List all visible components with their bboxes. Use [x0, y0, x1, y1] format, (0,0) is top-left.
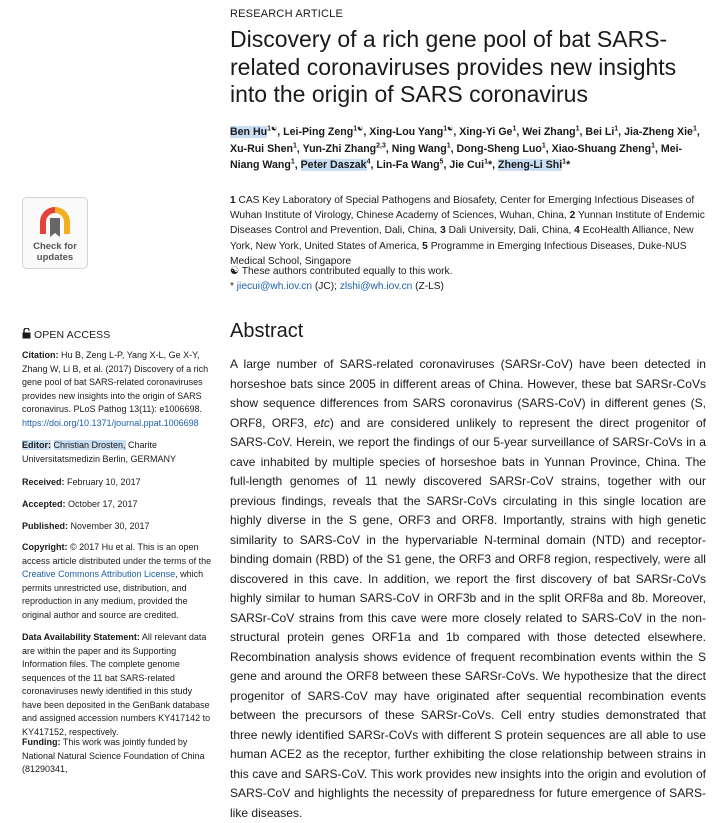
- author-name[interactable]: Bei Li$^1$: [585, 125, 619, 138]
- author-name[interactable]: Peter Daszak$^4$: [300, 158, 371, 172]
- author-notes: [230, 265, 452, 294]
- data-availability-block: Data Availability Statement: All relevant data are within the paper and its Supporting Information files. The complete genome sequences of the 11 bat SARS-related coronaviruses newly identified in this study have been deposited in the GenBank database and assigned accession numbers KY417142 to KY417152, respectively.: [22, 632, 211, 737]
- citation-block: Citation: Hu B, Zeng L-P, Yang X-L, Ge X-Y, Zhang W, Li B, et al. (2017) Discovery of a rich gene pool of bat SARS-related coronaviruses provides new insights into the origin of SARS coronavirus. PLoS Pathog 13(11): e1006698. https://doi.org/10.1371/journal.ppat.1006698: [22, 350, 209, 428]
- affiliation-text: Yunnan Institute of Endemic Diseases Control and Prevention, Dali, China,: [230, 210, 705, 237]
- corresponding-authors: * jiecui@wh.iov.cn (JC); zlshi@wh.iov.cn (Z-LS): [230, 280, 444, 292]
- affiliation-text: Programme in Emerging Infectious Diseases, Duke-NUS Medical School, Singapore: [230, 240, 687, 267]
- accepted-date: Accepted: October 17, 2017: [22, 499, 138, 509]
- affiliation-number: 3: [440, 225, 446, 237]
- author-name[interactable]: Ben $Hu^{1☯}$: [230, 125, 278, 138]
- author-list: Ben $Hu^{1☯}$, Lei-Ping Zeng$^{1☯}$, Xing-Lou Yang$^{1☯}$, Xing-Yi Ge$^1$, Wei Zhang$^1$, Bei Li$^1$, Jia-Zheng Xie$^1$, Xu-Rui Shen$^1$, Yun-Zhi Zhang$^{2,3}$, Ning Wang$^1$, Dong-Sheng Luo$^1$, Xiao-Shuang Zheng$^1$, Mei-Niang Wang$^1$, Peter Daszak$^4$, Lin-Fa Wang$^5$, Jie Cui$^1$*, Zheng-Li Shi$^1$*: [230, 125, 700, 172]
- check-for-updates-badge[interactable]: [22, 197, 88, 269]
- copyright-block: Copyright: © 2017 Hu et al. This is an open access article distributed under the terms of the Creative Commons Attribution License, which permits unrestricted use, distribution, and reproduction in any medium, provided the original author and source are credited.: [22, 542, 212, 620]
- author-name[interactable]: Wei Zhang$^1$: [522, 125, 580, 138]
- check-for-updates-icon: [37, 204, 73, 240]
- published-date: Published: November 30, 2017: [22, 521, 150, 531]
- author-name[interactable]: Lei-Ping Zeng$^{1☯}$: [283, 125, 364, 138]
- affiliation-number: 2: [569, 210, 576, 222]
- affiliations: [230, 193, 710, 269]
- article-type-label: RESEARCH ARTICLE: [230, 8, 344, 20]
- affiliation-text: EcoHealth Alliance, New York, New York, United States of America,: [230, 225, 694, 252]
- author-name[interactable]: Mei-Niang Wang$^1$: [230, 142, 683, 172]
- open-lock-icon: [22, 328, 31, 339]
- received-date: Received: February 10, 2017: [22, 477, 141, 487]
- author-name[interactable]: Lin-Fa Wang$^5$: [376, 158, 444, 172]
- badge-line-2: updates: [36, 251, 74, 263]
- email-link-zlshi[interactable]: zlshi@wh.iov.cn: [339, 280, 413, 292]
- author-name[interactable]: Ning Wang$^1$: [391, 142, 451, 155]
- author-name[interactable]: Xing-Yi Ge$^1$: [459, 125, 517, 138]
- funding-block: Funding: This work was jointly funded by National Natural Science Foundation of China (81290341,: [22, 737, 205, 774]
- open-access-label: OPEN ACCESS: [22, 328, 110, 341]
- article-title: Discovery of a rich gene pool of bat SARS-related coronaviruses provides new insights into the origin of SARS coronavirus: [230, 26, 677, 107]
- abstract-body: A large number of SARS-related coronaviruses (SARSr-CoV) have been detected in horseshoe bats since 2005 in different areas of China. However, these bat SARSr-CoVs show sequence differences from SARS coronavirus (SARS-CoV) in different genes (S, ORF8, ORF3, etc) and are considered unlikely to represent the direct progenitor of SARS-CoV. Herein, we report the findings of our 5-year surveillance of SARSr-CoVs in a cave inhabited by multiple species of horseshoe bats in Yunnan Province, China. The full-length genomes of 11 newly discovered SARSr-CoV strains, together with our previous findings, reveals that the SARSr-CoVs circulating in this single location are highly diverse in the S gene, ORF3 and ORF8. Importantly, strains with high genetic similarity to SARS-CoV in the hypervariable N-terminal domain (NTD) and receptor-binding domain (RBD) of the S1 gene, the ORF3 and ORF8 region, respectively, were all discovered in this cave. In addition, we report the first discovery of bat SARSr-CoVs highly similar to human SARS-CoV in ORF3b and in the split ORF8a and 8b. Moreover, SARSr-CoV strains from this cave were more closely related to SARS-CoV in the non-structural protein genes ORF1a and 1b compared with those detected elsewhere. Recombination analysis shows evidence of frequent recombination events within the S gene and around the ORF8 between these SARSr-CoVs. We hypothesize that the direct progenitor of SARS-CoV may have originated after sequential recombination events between the precursors of these SARSr-CoVs. Cell entry studies demonstrated that three newly identified SARSr-CoVs with different S protein sequences are all able to use human ACE2 as the receptor, further exhibiting the close relationship between strains in this cave and SARS-CoV. This work provides new insights into the origin and evolution of SARS-CoV and highlights the necessity of preparedness for future emergence of SARS-like diseases.: [230, 357, 707, 820]
- abstract-heading: Abstract: [230, 320, 304, 342]
- author-name[interactable]: Yun-Zhi Zhang$^{2,3}$: [302, 142, 386, 155]
- author-name[interactable]: Xu-Rui Shen$^1$: [230, 142, 297, 155]
- affiliation-number: 4: [574, 225, 580, 237]
- author-name[interactable]: Jie Cui$^1$*: [449, 158, 493, 172]
- author-name[interactable]: Zheng-Li Shi$^1$*: [498, 158, 571, 172]
- doi-link[interactable]: https://doi.org/10.1371/journal.ppat.1006698: [22, 417, 199, 428]
- author-name[interactable]: Dong-Sheng Luo$^1$: [456, 142, 546, 155]
- editor-block: Editor: Christian Drosten, Charite Universitatsmedizin Berlin, GERMANY: [22, 440, 177, 464]
- license-link[interactable]: Creative Commons Attribution License: [22, 569, 176, 579]
- equal-contribution-note: ☯ These authors contributed equally to this work.: [230, 266, 453, 277]
- affiliation-text: Dali University, Dali, China,: [448, 225, 572, 237]
- affiliation-number: 5: [422, 240, 428, 252]
- author-name[interactable]: Xing-Lou Yang$^{1☯}$: [369, 125, 454, 138]
- badge-line-1: Check for: [33, 241, 77, 252]
- author-name[interactable]: Xiao-Shuang Zheng$^1$: [551, 142, 655, 155]
- email-link-jiecui[interactable]: jiecui@wh.iov.cn: [236, 280, 313, 292]
- author-name[interactable]: Jia-Zheng Xie$^1$: [624, 125, 697, 138]
- affiliation-text: CAS Key Laboratory of Special Pathogens and Biosafety, Center for Emerging Infectious Diseases of Wuhan Institute of Virology, Chinese Academy of Sciences, Wuhan, China,: [230, 195, 695, 222]
- affiliation-number: 1: [230, 195, 236, 206]
- editor-name: Christian Drosten,: [53, 440, 126, 450]
